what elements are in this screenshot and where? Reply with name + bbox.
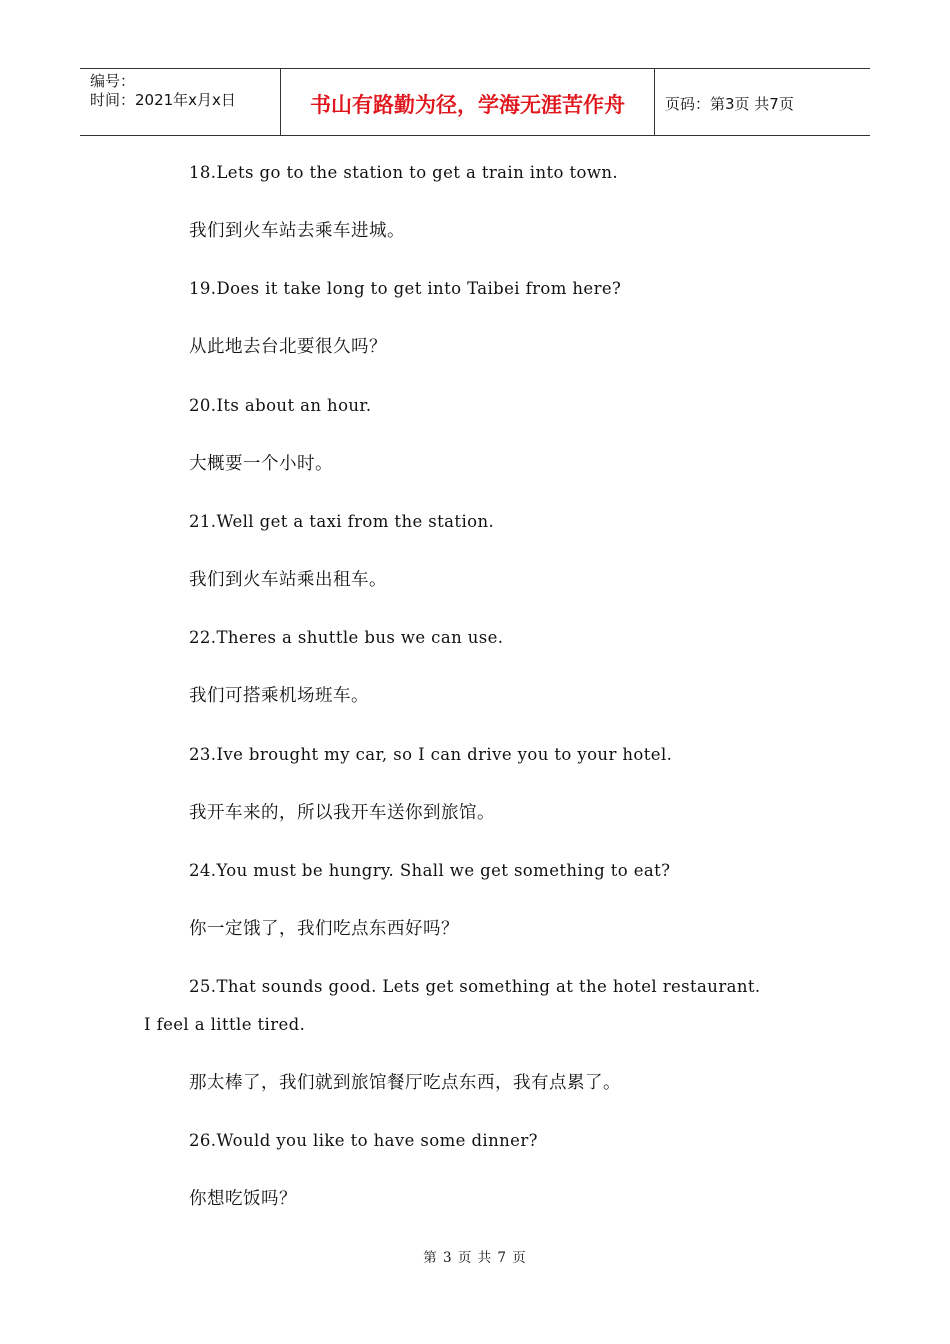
translation-line: 从此地去台北要很久吗？ [189,337,387,357]
sentence-line: 18.Lets go to the station to get a train into town. [189,163,619,182]
translation-line: 那太棒了，我们就到旅馆餐厅吃点东西，我有点累了。 [189,1073,621,1093]
header-motto: 书山有路勤为径，学海无涯苦作舟 [281,69,655,135]
page-header [80,68,870,136]
header-meta [80,69,281,135]
sentence-line: 25.That sounds good. Lets get something at the hotel restaurant. [189,977,761,996]
translation-line: 大概要一个小时。 [189,454,333,474]
translation-line: 我们到火车站乘出租车。 [189,570,387,590]
sentence-line: I feel a little tired. [144,1015,306,1034]
sentence-line: 21.Well get a taxi from the station. [189,512,495,531]
page-footer: 第 3 页 共 7 页 [423,1250,527,1266]
sentence-line: 23.Ive brought my car, so I can drive you to your hotel. [189,745,673,764]
translation-line: 你想吃饭吗？ [189,1189,297,1209]
translation-line: 我们可搭乘机场班车。 [189,686,369,706]
time-label: 时间：2021年x月x日 [90,91,236,109]
translation-line: 你一定饿了，我们吃点东西好吗？ [189,919,459,939]
header-page-info: 页码：第3页 共7页 [665,94,794,113]
sentence-line: 24.You must be hungry. Shall we get something to eat? [189,861,671,880]
sentence-line: 19.Does it take long to get into Taibei from here? [189,279,622,298]
sentence-line: 22.Theres a shuttle bus we can use. [189,628,504,647]
sentence-line: 26.Would you like to have some dinner? [189,1131,538,1150]
translation-line: 我开车来的，所以我开车送你到旅馆。 [189,803,495,823]
sentence-line: 20.Its about an hour. [189,396,372,415]
translation-line: 我们到火车站去乘车进城。 [189,221,405,241]
number-label: 编号： [90,72,136,90]
